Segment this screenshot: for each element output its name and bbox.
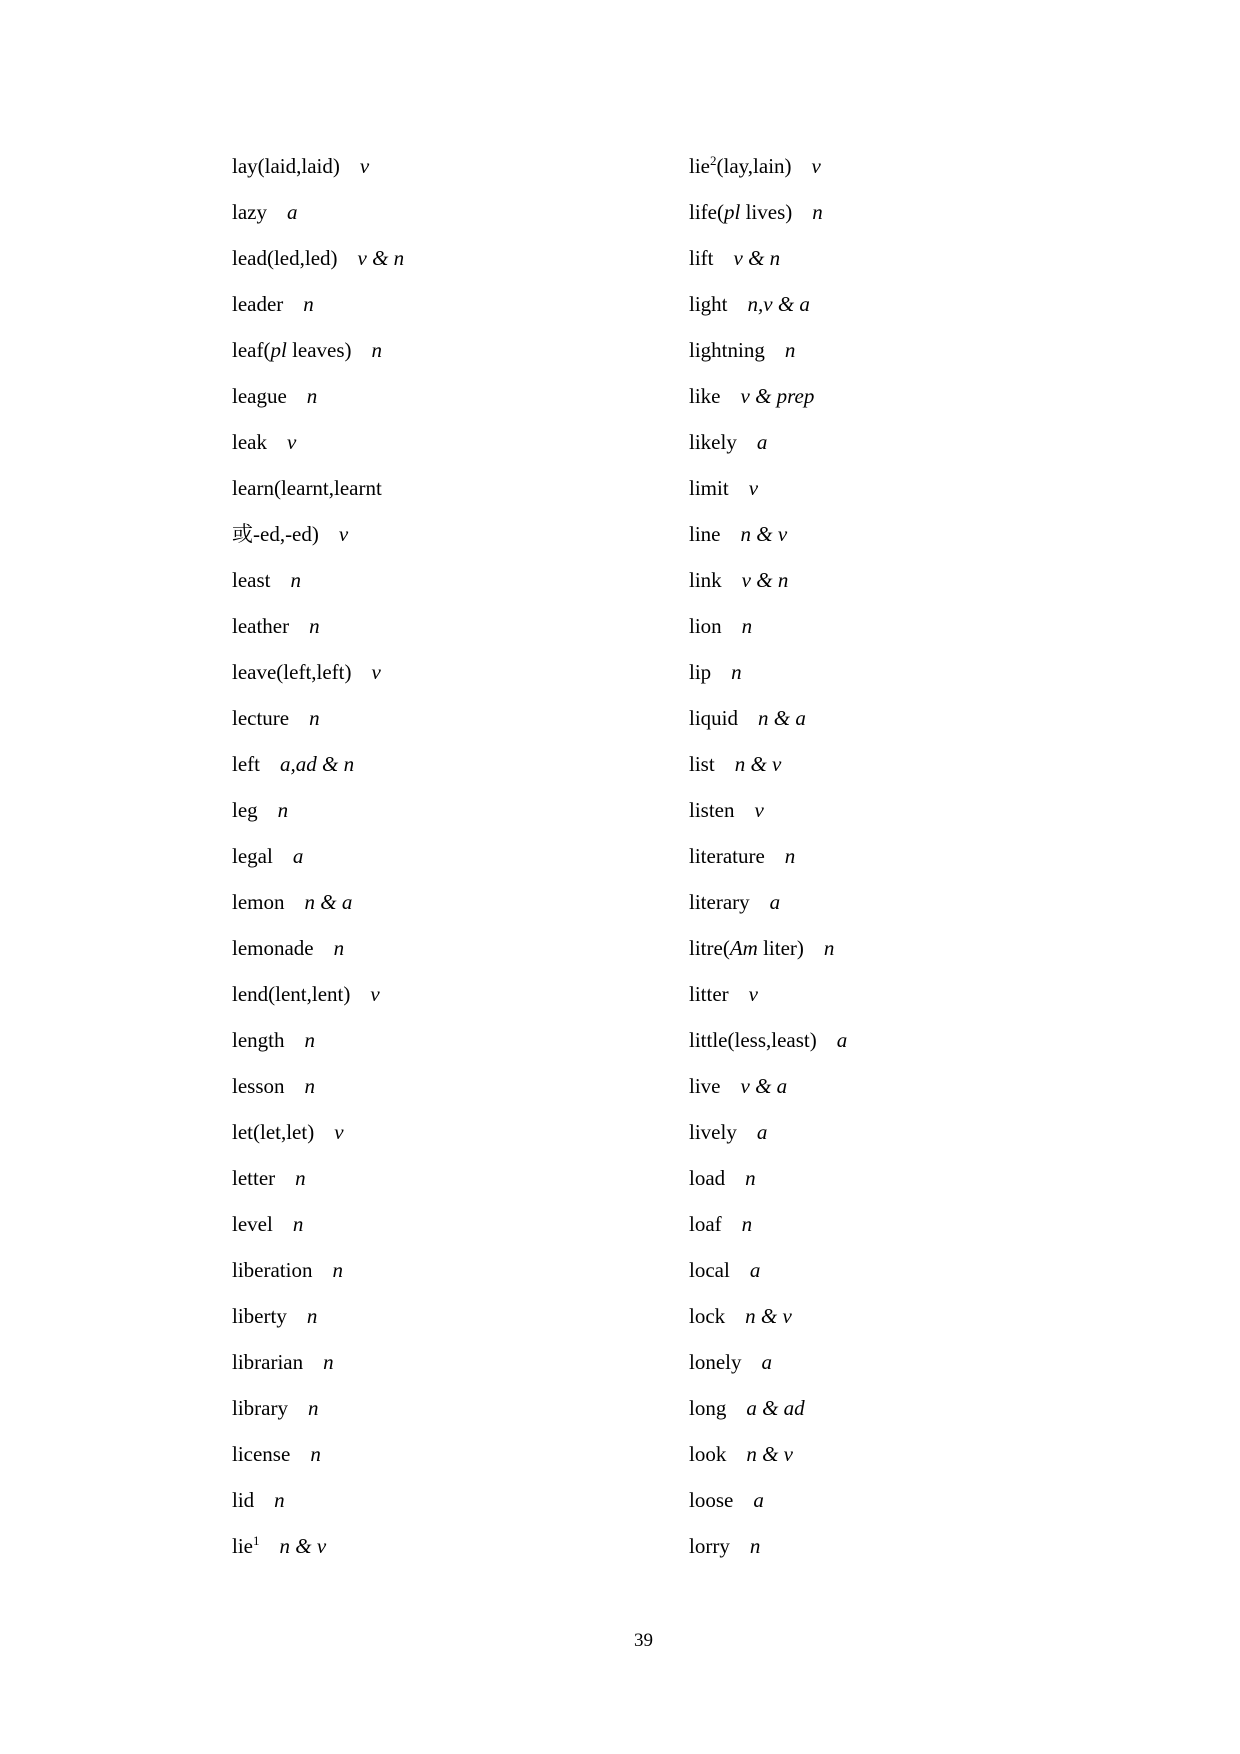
right-column	[689, 155, 847, 1581]
vocab-entry	[689, 569, 847, 615]
part-of-speech: a & ad	[746, 1396, 805, 1420]
headword	[689, 1167, 725, 1189]
part-of-speech: n & v	[734, 752, 782, 776]
part-of-speech: n	[812, 200, 823, 224]
headword	[232, 477, 382, 499]
vocab-entry	[232, 1443, 404, 1489]
headword	[232, 523, 319, 545]
headword-text: lemonade	[232, 936, 314, 960]
headword	[689, 661, 711, 683]
headword-text: lend(lent,lent)	[232, 982, 351, 1006]
part-of-speech: v & n	[733, 246, 781, 270]
vocab-entry	[232, 523, 404, 569]
vocab-entry	[689, 1351, 847, 1397]
headword-text: lie	[689, 154, 710, 178]
headword	[232, 1443, 290, 1465]
headword-text: liberty	[232, 1304, 287, 1328]
part-of-speech: n	[304, 1074, 315, 1098]
vocab-entry	[689, 1213, 847, 1259]
headword-text: lemon	[232, 890, 285, 914]
headword	[232, 615, 289, 637]
headword-text: loose	[689, 1488, 734, 1512]
vocab-entry	[232, 845, 404, 891]
headword-text: left	[232, 752, 260, 776]
headword-text: letter	[232, 1166, 276, 1190]
vocab-entry	[232, 1121, 404, 1167]
vocab-entry	[689, 1075, 847, 1121]
homograph-number: 1	[253, 1533, 260, 1548]
headword	[689, 1259, 730, 1281]
headword	[689, 845, 765, 867]
part-of-speech: v & n	[357, 246, 405, 270]
vocab-entry	[689, 477, 847, 523]
headword-text: lock	[689, 1304, 726, 1328]
page-number: 39	[634, 1630, 653, 1651]
part-of-speech: n & v	[745, 1304, 792, 1328]
headword-text: library	[232, 1396, 288, 1420]
headword-text: lonely	[689, 1350, 742, 1374]
vocab-entry	[232, 753, 404, 799]
vocab-entry	[232, 1351, 404, 1397]
headword	[689, 569, 722, 591]
headword-text: load	[689, 1166, 726, 1190]
part-of-speech: n	[731, 660, 742, 684]
headword-text: limit	[689, 476, 729, 500]
part-of-speech: n & a	[758, 706, 806, 730]
vocab-entry	[232, 1075, 404, 1121]
headword-text: level	[232, 1212, 273, 1236]
headword	[689, 1351, 742, 1373]
part-of-speech: a	[756, 430, 768, 454]
vocab-entry	[689, 1167, 847, 1213]
vocab-entry	[689, 523, 847, 569]
headword-text: lip	[689, 660, 712, 684]
vocab-entry	[232, 1305, 404, 1351]
headword-text: literary	[689, 890, 750, 914]
headword-text: like	[689, 384, 721, 408]
vocab-entry	[689, 615, 847, 661]
part-of-speech: v	[359, 154, 370, 178]
headword-text: lively	[689, 1120, 737, 1144]
headword-text: lie	[232, 1534, 253, 1558]
part-of-speech: n	[310, 1442, 321, 1466]
vocab-entry	[232, 155, 404, 201]
headword-text: life(	[689, 200, 724, 224]
headword	[689, 201, 792, 223]
vocab-entry	[689, 753, 847, 799]
part-of-speech: a	[292, 844, 304, 868]
part-of-speech: n	[303, 292, 314, 316]
part-of-speech: n	[741, 614, 753, 638]
headword-text: litter	[689, 982, 729, 1006]
headword	[689, 293, 728, 315]
part-of-speech: a	[836, 1028, 848, 1052]
headword-text: 或-ed,-ed)	[232, 522, 319, 546]
vocab-entry	[689, 845, 847, 891]
vocab-entry	[232, 477, 404, 523]
headword	[232, 155, 340, 177]
vocab-entry	[232, 707, 404, 753]
headword-text: likely	[689, 430, 737, 454]
part-of-speech: n & v	[279, 1534, 327, 1558]
vocab-entry	[689, 247, 847, 293]
vocab-entry	[689, 661, 847, 707]
headword-text: literature	[689, 844, 765, 868]
vocab-entry	[232, 661, 404, 707]
headword-text: live	[689, 1074, 721, 1098]
part-of-speech: n & v	[740, 522, 788, 546]
headword-text: least	[232, 568, 271, 592]
headword-text: look	[689, 1442, 727, 1466]
headword	[232, 845, 273, 867]
part-of-speech: n	[304, 1028, 315, 1052]
vocab-entry	[232, 983, 404, 1029]
headword	[232, 385, 287, 407]
headword-text: little(less,least)	[689, 1028, 817, 1052]
headword-text: lecture	[232, 706, 290, 730]
headword	[232, 1259, 312, 1281]
part-of-speech: n	[306, 1304, 318, 1328]
headword-text: local	[689, 1258, 730, 1282]
vocab-entry	[689, 1397, 847, 1443]
headword-text: loaf	[689, 1212, 722, 1236]
vocab-entry	[232, 937, 404, 983]
headword-text: list	[689, 752, 715, 776]
vocab-entry	[232, 1489, 404, 1535]
headword-text: listen	[689, 798, 735, 822]
part-of-speech: n	[295, 1166, 306, 1190]
headword-text: liberation	[232, 1258, 313, 1282]
vocab-entry	[232, 339, 404, 385]
headword	[232, 1121, 314, 1143]
vocab-entry	[689, 937, 847, 983]
headword-text: lid	[232, 1488, 255, 1512]
vocab-entry	[689, 293, 847, 339]
vocab-entry	[232, 1213, 404, 1259]
headword	[689, 615, 722, 637]
headword	[689, 523, 721, 545]
headword	[689, 1075, 721, 1097]
vocab-entry	[689, 431, 847, 477]
headword-note: pl	[723, 200, 741, 224]
vocab-entry	[232, 293, 404, 339]
headword-text: leak	[232, 430, 267, 454]
headword-text: leave(left,left)	[232, 660, 352, 684]
headword	[232, 1351, 303, 1373]
headword	[689, 247, 714, 269]
part-of-speech: n	[274, 1488, 285, 1512]
part-of-speech: n	[309, 706, 320, 730]
part-of-speech: v & n	[741, 568, 789, 592]
part-of-speech: v	[748, 982, 758, 1006]
headword-text: lazy	[232, 200, 267, 224]
homograph-number: 2	[710, 153, 717, 168]
headword-text: leaves)	[286, 338, 352, 362]
part-of-speech: n	[823, 936, 835, 960]
vocab-entry	[232, 1535, 404, 1581]
headword-text: lesson	[232, 1074, 285, 1098]
vocab-entry	[689, 385, 847, 431]
part-of-speech: n	[332, 1258, 343, 1282]
headword-text: lead(led,led)	[232, 246, 338, 270]
part-of-speech: n	[307, 1396, 319, 1420]
headword-text: leather	[232, 614, 290, 638]
headword-text: lightning	[689, 338, 765, 362]
part-of-speech: n	[323, 1350, 334, 1374]
part-of-speech: v	[286, 430, 297, 454]
headword	[689, 1489, 733, 1511]
headword-text: liquid	[689, 706, 739, 730]
headword	[232, 1213, 273, 1235]
part-of-speech: a	[761, 1350, 772, 1374]
part-of-speech: a	[286, 200, 298, 224]
vocab-entry	[689, 707, 847, 753]
headword-text: league	[232, 384, 287, 408]
vocab-entry	[232, 1167, 404, 1213]
vocab-entry	[689, 1305, 847, 1351]
headword	[232, 201, 267, 223]
headword	[232, 753, 260, 775]
headword	[232, 799, 258, 821]
headword-text: legal	[232, 844, 273, 868]
headword-text: liter)	[757, 936, 804, 960]
headword-text: lift	[689, 246, 714, 270]
headword	[689, 385, 721, 407]
headword	[689, 707, 738, 729]
part-of-speech: n	[306, 384, 318, 408]
headword	[232, 1167, 275, 1189]
headword-text: lorry	[689, 1534, 730, 1558]
headword	[232, 569, 270, 591]
headword	[689, 155, 792, 177]
headword	[232, 247, 338, 269]
part-of-speech: n	[745, 1166, 756, 1190]
vocab-entry	[232, 1259, 404, 1305]
headword	[689, 937, 804, 959]
part-of-speech: v	[748, 476, 759, 500]
headword-text: librarian	[232, 1350, 304, 1374]
headword	[232, 339, 352, 361]
vocab-entry	[689, 339, 847, 385]
vocab-entry	[689, 1443, 847, 1489]
vocab-entry	[232, 569, 404, 615]
left-column	[232, 155, 404, 1581]
headword	[689, 1213, 722, 1235]
headword-text: learn(learnt,learnt	[232, 476, 382, 500]
headword-text: line	[689, 522, 721, 546]
part-of-speech: n,v & a	[747, 292, 810, 316]
vocab-entry	[689, 1029, 847, 1075]
headword	[689, 1305, 725, 1327]
part-of-speech: a,ad & n	[279, 752, 355, 776]
headword	[689, 1029, 817, 1051]
headword	[689, 431, 737, 453]
headword	[232, 1029, 285, 1051]
part-of-speech: n	[277, 798, 289, 822]
headword-text: length	[232, 1028, 285, 1052]
part-of-speech: n	[741, 1212, 753, 1236]
vocab-entry	[232, 1397, 404, 1443]
part-of-speech: v & a	[740, 1074, 788, 1098]
headword	[232, 431, 267, 453]
headword-text: (lay,lain)	[716, 154, 792, 178]
headword	[232, 1489, 254, 1511]
part-of-speech: n	[371, 338, 383, 362]
headword	[689, 1121, 737, 1143]
part-of-speech: v	[334, 1120, 344, 1144]
headword	[689, 891, 750, 913]
headword-text: lion	[689, 614, 722, 638]
part-of-speech: n	[292, 1212, 304, 1236]
vocab-entry	[689, 983, 847, 1029]
headword	[689, 1397, 726, 1419]
part-of-speech: a	[769, 890, 781, 914]
part-of-speech: n	[749, 1534, 761, 1558]
headword	[689, 1535, 730, 1557]
headword-text: litre(	[689, 936, 730, 960]
headword	[232, 1397, 288, 1419]
vocab-entry	[232, 615, 404, 661]
headword	[689, 339, 765, 361]
vocab-entry	[689, 1259, 847, 1305]
headword	[232, 293, 283, 315]
headword	[232, 1535, 260, 1557]
headword	[689, 799, 735, 821]
vocab-entry	[232, 799, 404, 845]
headword-note: pl	[270, 338, 287, 362]
headword	[232, 1305, 287, 1327]
vocab-entry	[689, 891, 847, 937]
headword	[232, 891, 285, 913]
headword-text: leaf(	[232, 338, 271, 362]
part-of-speech: a	[756, 1120, 768, 1144]
headword-note: Am	[729, 936, 758, 960]
headword-text: leg	[232, 798, 258, 822]
vocab-entry	[232, 431, 404, 477]
vocab-entry	[232, 247, 404, 293]
headword	[232, 661, 352, 683]
part-of-speech: v & prep	[740, 384, 815, 408]
vocab-entry	[232, 201, 404, 247]
vocab-entry	[689, 155, 847, 201]
part-of-speech: a	[753, 1488, 764, 1512]
part-of-speech: v	[811, 154, 821, 178]
headword	[689, 1443, 726, 1465]
part-of-speech: n	[784, 338, 796, 362]
vocab-entry	[689, 799, 847, 845]
headword-text: license	[232, 1442, 291, 1466]
headword	[689, 477, 729, 499]
vocab-entry	[232, 891, 404, 937]
headword-text: light	[689, 292, 728, 316]
part-of-speech: n	[309, 614, 320, 638]
part-of-speech: n	[290, 568, 301, 592]
headword	[232, 937, 314, 959]
headword	[689, 753, 715, 775]
vocab-entry	[689, 1535, 847, 1581]
headword-text: leader	[232, 292, 284, 316]
headword	[232, 1075, 285, 1097]
part-of-speech: a	[749, 1258, 761, 1282]
part-of-speech: v	[371, 660, 381, 684]
headword	[232, 983, 350, 1005]
vocab-entry	[689, 1121, 847, 1167]
vocab-entry	[689, 1489, 847, 1535]
part-of-speech: n & a	[304, 890, 353, 914]
part-of-speech: n	[333, 936, 345, 960]
headword-text: let(let,let)	[232, 1120, 315, 1144]
part-of-speech: n & v	[746, 1442, 793, 1466]
vocab-entry	[689, 201, 847, 247]
headword-text: link	[689, 568, 722, 592]
vocab-entry	[232, 1029, 404, 1075]
headword	[232, 707, 289, 729]
vocab-entry	[232, 385, 404, 431]
headword-text: lay(laid,laid)	[232, 154, 340, 178]
headword-text: long	[689, 1396, 727, 1420]
part-of-speech: v	[370, 982, 380, 1006]
headword-text: lives)	[740, 200, 793, 224]
part-of-speech: n	[784, 844, 796, 868]
headword	[689, 983, 729, 1005]
part-of-speech: v	[338, 522, 349, 546]
part-of-speech: v	[754, 798, 764, 822]
